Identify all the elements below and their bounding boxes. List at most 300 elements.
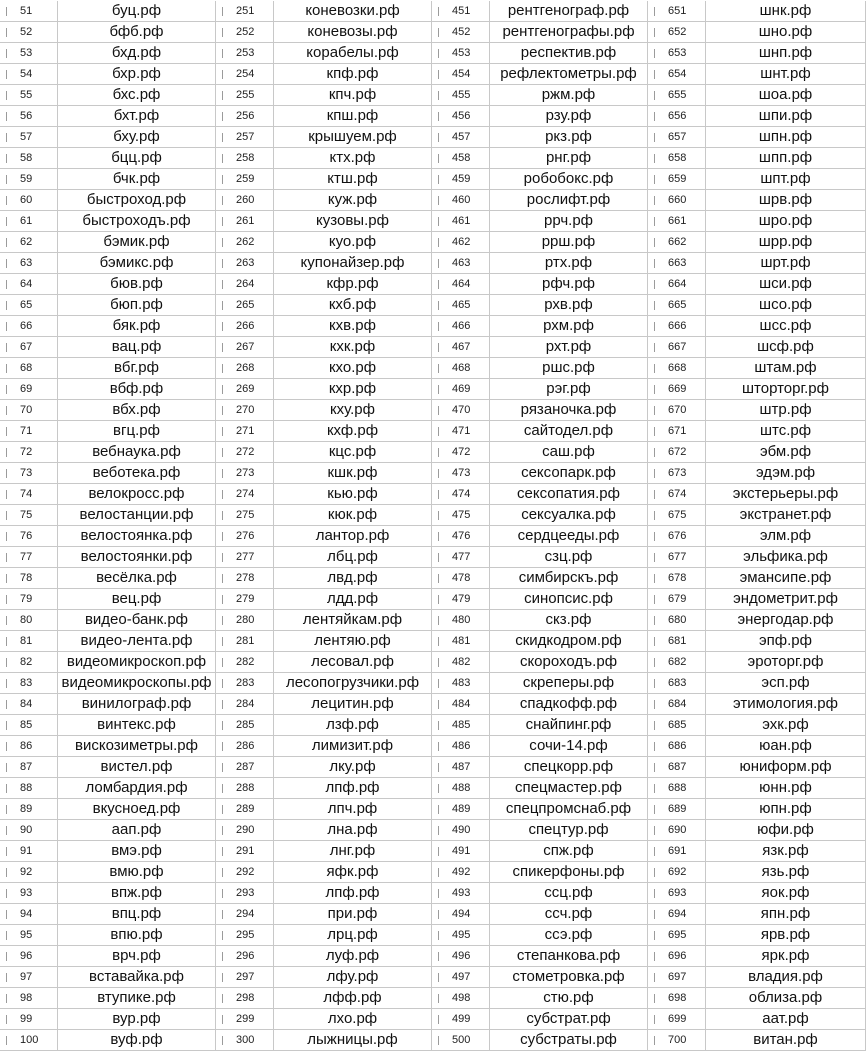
row-number-cell[interactable] xyxy=(648,400,706,420)
row-number-cell[interactable] xyxy=(0,946,58,966)
domain-cell[interactable]: видео-банк.рф xyxy=(84,611,189,628)
row-number-cell[interactable] xyxy=(216,841,274,861)
domain-cell[interactable]: снайпинг.рф xyxy=(525,716,612,733)
domain-cell[interactable]: шнк.рф xyxy=(759,2,812,19)
domain-cell[interactable]: крышуем.рф xyxy=(308,128,397,145)
row-number-cell[interactable] xyxy=(216,736,274,756)
row-number-cell[interactable] xyxy=(432,379,490,399)
domain-cell[interactable]: синопсис.рф xyxy=(524,590,613,607)
domain-cell[interactable]: аап.рф xyxy=(111,821,162,838)
domain-cell[interactable]: лбц.рф xyxy=(327,548,378,565)
row-number-cell[interactable] xyxy=(648,589,706,609)
domain-cell[interactable]: рхт.рф xyxy=(545,338,592,355)
domain-cell[interactable]: субстраты.рф xyxy=(520,1031,617,1048)
domain-cell[interactable]: юфи.рф xyxy=(757,821,814,838)
row-number-cell[interactable] xyxy=(0,883,58,903)
row-number-cell[interactable] xyxy=(0,799,58,819)
domain-cell[interactable]: лентяю.рф xyxy=(314,632,391,649)
domain-cell[interactable]: бяк.рф xyxy=(112,317,161,334)
row-number-cell[interactable] xyxy=(0,190,58,210)
row-number-cell[interactable] xyxy=(432,589,490,609)
row-number-cell[interactable] xyxy=(216,484,274,504)
row-number-cell[interactable] xyxy=(0,1,58,21)
domain-cell[interactable]: кху.рф xyxy=(330,401,375,418)
row-number-cell[interactable] xyxy=(432,967,490,987)
domain-cell[interactable]: сердцееды.рф xyxy=(517,527,620,544)
row-number-cell[interactable] xyxy=(648,568,706,588)
row-number-cell[interactable] xyxy=(0,295,58,315)
domain-cell[interactable]: куж.рф xyxy=(327,191,378,208)
row-number-cell[interactable] xyxy=(648,337,706,357)
domain-cell[interactable]: лдд.рф xyxy=(326,590,379,607)
domain-cell[interactable]: аат.рф xyxy=(762,1010,809,1027)
row-number-cell[interactable] xyxy=(0,22,58,42)
row-number-cell[interactable] xyxy=(0,1030,58,1050)
row-number-cell[interactable] xyxy=(432,862,490,882)
domain-cell[interactable]: симбирскъ.рф xyxy=(518,569,619,586)
domain-cell[interactable]: ррш.рф xyxy=(541,233,596,250)
domain-cell[interactable]: куо.рф xyxy=(328,233,377,250)
domain-cell[interactable]: вебнаука.рф xyxy=(92,443,181,460)
row-number-cell[interactable] xyxy=(432,295,490,315)
domain-cell[interactable]: купонайзер.рф xyxy=(300,254,405,271)
domain-cell[interactable]: шторторг.рф xyxy=(742,380,829,397)
row-number-cell[interactable] xyxy=(216,925,274,945)
domain-cell[interactable]: степанкова.рф xyxy=(516,947,621,964)
row-number-cell[interactable] xyxy=(648,610,706,630)
row-number-cell[interactable] xyxy=(648,22,706,42)
row-number-cell[interactable] xyxy=(432,757,490,777)
domain-cell[interactable]: вистел.рф xyxy=(100,758,173,775)
row-number-cell[interactable] xyxy=(0,106,58,126)
domain-cell[interactable]: бхс.рф xyxy=(112,86,161,103)
row-number-cell[interactable] xyxy=(216,22,274,42)
domain-cell[interactable]: велостоянка.рф xyxy=(80,527,193,544)
domain-cell[interactable]: рефлектометры.рф xyxy=(500,65,637,82)
domain-cell[interactable]: штр.рф xyxy=(759,401,812,418)
domain-cell[interactable]: вискозиметры.рф xyxy=(74,737,198,754)
domain-cell[interactable]: ржм.рф xyxy=(541,86,596,103)
row-number-cell[interactable] xyxy=(0,589,58,609)
row-number-cell[interactable] xyxy=(216,862,274,882)
domain-cell[interactable]: кпш.рф xyxy=(326,107,379,124)
row-number-cell[interactable] xyxy=(432,631,490,651)
row-number-cell[interactable] xyxy=(432,925,490,945)
domain-cell[interactable]: сайтодел.рф xyxy=(523,422,614,439)
row-number-cell[interactable] xyxy=(432,694,490,714)
row-number-cell[interactable] xyxy=(648,1030,706,1050)
row-number-cell[interactable] xyxy=(648,778,706,798)
row-number-cell[interactable] xyxy=(216,547,274,567)
row-number-cell[interactable] xyxy=(216,274,274,294)
row-number-cell[interactable] xyxy=(432,526,490,546)
row-number-cell[interactable] xyxy=(0,505,58,525)
domain-cell[interactable]: япн.рф xyxy=(760,905,811,922)
row-number-cell[interactable] xyxy=(432,253,490,273)
row-number-cell[interactable] xyxy=(432,547,490,567)
domain-cell[interactable]: вгц.рф xyxy=(113,422,160,439)
domain-cell[interactable]: впж.рф xyxy=(111,884,162,901)
domain-cell[interactable]: этимология.рф xyxy=(733,695,838,712)
domain-cell[interactable]: веботека.рф xyxy=(92,464,181,481)
row-number-cell[interactable] xyxy=(0,358,58,378)
domain-cell[interactable]: ломбардия.рф xyxy=(85,779,188,796)
domain-cell[interactable]: шнп.рф xyxy=(758,44,813,61)
row-number-cell[interactable] xyxy=(216,358,274,378)
row-number-cell[interactable] xyxy=(0,85,58,105)
row-number-cell[interactable] xyxy=(216,442,274,462)
domain-cell[interactable]: лесовал.рф xyxy=(311,653,394,670)
row-number-cell[interactable] xyxy=(216,652,274,672)
domain-cell[interactable]: облиза.рф xyxy=(748,989,823,1006)
row-number-cell[interactable] xyxy=(432,883,490,903)
row-number-cell[interactable] xyxy=(648,547,706,567)
row-number-cell[interactable] xyxy=(648,883,706,903)
domain-cell[interactable]: лыжницы.рф xyxy=(307,1031,398,1048)
row-number-cell[interactable] xyxy=(432,484,490,504)
row-number-cell[interactable] xyxy=(0,778,58,798)
row-number-cell[interactable] xyxy=(648,127,706,147)
row-number-cell[interactable] xyxy=(0,925,58,945)
row-number-cell[interactable] xyxy=(216,421,274,441)
domain-cell[interactable]: лна.рф xyxy=(327,821,378,838)
row-number-cell[interactable] xyxy=(648,673,706,693)
domain-cell[interactable]: яок.рф xyxy=(761,884,810,901)
domain-cell[interactable]: лпф.рф xyxy=(325,779,380,796)
row-number-cell[interactable] xyxy=(216,820,274,840)
domain-cell[interactable]: лпф.рф xyxy=(325,884,380,901)
row-number-cell[interactable] xyxy=(216,694,274,714)
domain-cell[interactable]: кхр.рф xyxy=(328,380,377,397)
domain-cell[interactable]: бюп.рф xyxy=(110,296,163,313)
row-number-cell[interactable] xyxy=(648,253,706,273)
domain-cell[interactable]: шрв.рф xyxy=(758,191,813,208)
row-number-cell[interactable] xyxy=(432,64,490,84)
row-number-cell[interactable] xyxy=(216,1030,274,1050)
domain-cell[interactable]: ршс.рф xyxy=(542,359,595,376)
domain-cell[interactable]: эхк.рф xyxy=(762,716,809,733)
row-number-cell[interactable] xyxy=(432,148,490,168)
row-number-cell[interactable] xyxy=(0,169,58,189)
domain-cell[interactable]: велостанции.рф xyxy=(79,506,194,523)
row-number-cell[interactable] xyxy=(216,526,274,546)
row-number-cell[interactable] xyxy=(432,211,490,231)
row-number-cell[interactable] xyxy=(216,946,274,966)
row-number-cell[interactable] xyxy=(216,568,274,588)
domain-cell[interactable]: бхр.рф xyxy=(112,65,161,82)
domain-cell[interactable]: велокросс.рф xyxy=(88,485,185,502)
row-number-cell[interactable] xyxy=(216,316,274,336)
domain-cell[interactable]: вуф.рф xyxy=(110,1031,163,1048)
domain-cell[interactable]: субстрат.рф xyxy=(526,1010,611,1027)
domain-cell[interactable]: штс.рф xyxy=(759,422,812,439)
domain-cell[interactable]: саш.рф xyxy=(542,443,595,460)
row-number-cell[interactable] xyxy=(648,862,706,882)
row-number-cell[interactable] xyxy=(648,904,706,924)
row-number-cell[interactable] xyxy=(432,568,490,588)
domain-cell[interactable]: стометровка.рф xyxy=(512,968,625,985)
row-number-cell[interactable] xyxy=(432,505,490,525)
row-number-cell[interactable] xyxy=(432,652,490,672)
domain-cell[interactable]: видеомикроскоп.рф xyxy=(66,653,207,670)
domain-cell[interactable]: бцц.рф xyxy=(111,149,162,166)
domain-cell[interactable]: рязаночка.рф xyxy=(520,401,617,418)
domain-cell[interactable]: винилограф.рф xyxy=(81,695,192,712)
domain-cell[interactable]: спецпромснаб.рф xyxy=(505,800,632,817)
row-number-cell[interactable] xyxy=(216,757,274,777)
row-number-cell[interactable] xyxy=(648,694,706,714)
domain-cell[interactable]: коневозки.рф xyxy=(305,2,400,19)
domain-cell[interactable]: вур.рф xyxy=(112,1010,161,1027)
domain-cell[interactable]: язк.рф xyxy=(762,842,809,859)
row-number-cell[interactable] xyxy=(216,589,274,609)
domain-cell[interactable]: вбх.рф xyxy=(112,401,161,418)
domain-cell[interactable]: ссц.рф xyxy=(544,884,593,901)
row-number-cell[interactable] xyxy=(216,337,274,357)
domain-cell[interactable]: шси.рф xyxy=(759,275,812,292)
domain-cell[interactable]: лзф.рф xyxy=(326,716,379,733)
domain-cell[interactable]: рхв.рф xyxy=(544,296,593,313)
row-number-cell[interactable] xyxy=(0,274,58,294)
domain-cell[interactable]: сзц.рф xyxy=(544,548,593,565)
row-number-cell[interactable] xyxy=(648,190,706,210)
row-number-cell[interactable] xyxy=(648,715,706,735)
domain-cell[interactable]: впю.рф xyxy=(110,926,163,943)
domain-cell[interactable]: спецтур.рф xyxy=(528,821,609,838)
domain-cell[interactable]: рэг.рф xyxy=(546,380,591,397)
domain-cell[interactable]: рентгенографы.рф xyxy=(502,23,635,40)
row-number-cell[interactable] xyxy=(648,85,706,105)
row-number-cell[interactable] xyxy=(648,421,706,441)
row-number-cell[interactable] xyxy=(216,295,274,315)
domain-cell[interactable]: вкуснoед.рф xyxy=(92,800,181,817)
row-number-cell[interactable] xyxy=(216,64,274,84)
domain-cell[interactable]: ктх.рф xyxy=(329,149,376,166)
domain-cell[interactable]: шно.рф xyxy=(758,23,813,40)
domain-cell[interactable]: ррч.рф xyxy=(543,212,594,229)
domain-cell[interactable]: лентяйкам.рф xyxy=(302,611,403,628)
domain-cell[interactable]: шсо.рф xyxy=(759,296,812,313)
domain-cell[interactable]: вбф.рф xyxy=(109,380,164,397)
row-number-cell[interactable] xyxy=(648,757,706,777)
row-number-cell[interactable] xyxy=(0,442,58,462)
row-number-cell[interactable] xyxy=(648,484,706,504)
domain-cell[interactable]: лхо.рф xyxy=(327,1010,378,1027)
domain-cell[interactable]: витан.рф xyxy=(753,1031,818,1048)
domain-cell[interactable]: при.рф xyxy=(327,905,378,922)
domain-cell[interactable]: ктш.рф xyxy=(327,170,378,187)
domain-cell[interactable]: впц.рф xyxy=(111,905,162,922)
domain-cell[interactable]: экстерьеры.рф xyxy=(732,485,839,502)
domain-cell[interactable]: скз.рф xyxy=(545,611,592,628)
domain-cell[interactable]: лимизит.рф xyxy=(311,737,394,754)
row-number-cell[interactable] xyxy=(648,169,706,189)
row-number-cell[interactable] xyxy=(216,463,274,483)
row-number-cell[interactable] xyxy=(648,148,706,168)
domain-cell[interactable]: рзу.рф xyxy=(545,107,592,124)
domain-cell[interactable]: экстранет.рф xyxy=(739,506,832,523)
row-number-cell[interactable] xyxy=(216,904,274,924)
domain-cell[interactable]: бхт.рф xyxy=(113,107,160,124)
row-number-cell[interactable] xyxy=(432,169,490,189)
row-number-cell[interactable] xyxy=(0,484,58,504)
row-number-cell[interactable] xyxy=(216,400,274,420)
domain-cell[interactable]: шпн.рф xyxy=(758,128,813,145)
domain-cell[interactable]: робобокс.рф xyxy=(523,170,614,187)
domain-cell[interactable]: вмю.рф xyxy=(109,863,164,880)
row-number-cell[interactable] xyxy=(0,43,58,63)
row-number-cell[interactable] xyxy=(0,715,58,735)
row-number-cell[interactable] xyxy=(432,736,490,756)
row-number-cell[interactable] xyxy=(216,106,274,126)
domain-cell[interactable]: спадкофф.рф xyxy=(519,695,618,712)
domain-cell[interactable]: юпн.рф xyxy=(759,800,812,817)
row-number-cell[interactable] xyxy=(0,736,58,756)
domain-cell[interactable]: врч.рф xyxy=(112,947,161,964)
domain-cell[interactable]: кцс.рф xyxy=(328,443,377,460)
domain-cell[interactable]: лфф.рф xyxy=(323,989,382,1006)
row-number-cell[interactable] xyxy=(648,43,706,63)
row-number-cell[interactable] xyxy=(648,988,706,1008)
domain-cell[interactable]: лпч.рф xyxy=(327,800,378,817)
row-number-cell[interactable] xyxy=(0,610,58,630)
row-number-cell[interactable] xyxy=(648,295,706,315)
domain-cell[interactable]: лфу.рф xyxy=(326,968,379,985)
row-number-cell[interactable] xyxy=(0,757,58,777)
row-number-cell[interactable] xyxy=(648,925,706,945)
domain-cell[interactable]: шнт.рф xyxy=(760,65,811,82)
row-number-cell[interactable] xyxy=(216,148,274,168)
row-number-cell[interactable] xyxy=(0,652,58,672)
row-number-cell[interactable] xyxy=(216,127,274,147)
row-number-cell[interactable] xyxy=(432,799,490,819)
domain-cell[interactable]: вмэ.рф xyxy=(111,842,162,859)
domain-cell[interactable]: бчк.рф xyxy=(112,170,161,187)
row-number-cell[interactable] xyxy=(0,379,58,399)
domain-cell[interactable]: бфб.рф xyxy=(109,23,164,40)
domain-cell[interactable]: лесопогрузчики.рф xyxy=(285,674,420,691)
domain-cell[interactable]: кхф.рф xyxy=(326,422,379,439)
row-number-cell[interactable] xyxy=(648,211,706,231)
row-number-cell[interactable] xyxy=(432,715,490,735)
domain-cell[interactable]: бэмикс.рф xyxy=(99,254,174,271)
domain-cell[interactable]: юниформ.рф xyxy=(739,758,832,775)
domain-cell[interactable]: бэмик.рф xyxy=(103,233,170,250)
domain-cell[interactable]: ссч.рф xyxy=(544,905,593,922)
row-number-cell[interactable] xyxy=(0,400,58,420)
row-number-cell[interactable] xyxy=(0,547,58,567)
row-number-cell[interactable] xyxy=(648,232,706,252)
row-number-cell[interactable] xyxy=(216,778,274,798)
row-number-cell[interactable] xyxy=(0,316,58,336)
row-number-cell[interactable] xyxy=(0,127,58,147)
domain-cell[interactable]: кфр.рф xyxy=(326,275,379,292)
domain-cell[interactable]: коневозы.рф xyxy=(307,23,398,40)
domain-cell[interactable]: шоа.рф xyxy=(758,86,813,103)
row-number-cell[interactable] xyxy=(216,379,274,399)
row-number-cell[interactable] xyxy=(0,631,58,651)
domain-cell[interactable]: кузовы.рф xyxy=(316,212,389,229)
row-number-cell[interactable] xyxy=(648,736,706,756)
domain-cell[interactable]: сочи-14.рф xyxy=(529,737,608,754)
domain-cell[interactable]: рфч.рф xyxy=(541,275,596,292)
row-number-cell[interactable] xyxy=(216,211,274,231)
domain-cell[interactable]: корабелы.рф xyxy=(306,44,399,61)
domain-cell[interactable]: винтекс.рф xyxy=(97,716,176,733)
row-number-cell[interactable] xyxy=(216,85,274,105)
row-number-cell[interactable] xyxy=(0,967,58,987)
row-number-cell[interactable] xyxy=(0,673,58,693)
domain-cell[interactable]: эльфика.рф xyxy=(743,548,828,565)
row-number-cell[interactable] xyxy=(432,946,490,966)
domain-cell[interactable]: скороходъ.рф xyxy=(519,653,618,670)
row-number-cell[interactable] xyxy=(216,673,274,693)
domain-cell[interactable]: рослифт.рф xyxy=(526,191,611,208)
domain-cell[interactable]: язь.рф xyxy=(761,863,810,880)
row-number-cell[interactable] xyxy=(216,253,274,273)
domain-cell[interactable]: лрц.рф xyxy=(327,926,378,943)
domain-cell[interactable]: юнн.рф xyxy=(759,779,812,796)
domain-cell[interactable]: быстроход.рф xyxy=(86,191,187,208)
domain-cell[interactable]: штам.рф xyxy=(754,359,817,376)
domain-cell[interactable]: велостоянки.рф xyxy=(80,548,193,565)
domain-cell[interactable]: эмансипе.рф xyxy=(739,569,832,586)
row-number-cell[interactable] xyxy=(648,106,706,126)
domain-cell[interactable]: бхд.рф xyxy=(111,44,162,61)
row-number-cell[interactable] xyxy=(432,43,490,63)
domain-cell[interactable]: энергодар.рф xyxy=(737,611,834,628)
row-number-cell[interactable] xyxy=(0,211,58,231)
domain-cell[interactable]: эсп.рф xyxy=(761,674,810,691)
row-number-cell[interactable] xyxy=(0,64,58,84)
domain-cell[interactable]: вставайка.рф xyxy=(89,968,184,985)
row-number-cell[interactable] xyxy=(432,841,490,861)
row-number-cell[interactable] xyxy=(648,442,706,462)
domain-cell[interactable]: шрт.рф xyxy=(760,254,811,271)
domain-cell[interactable]: кхо.рф xyxy=(328,359,377,376)
domain-cell[interactable]: элм.рф xyxy=(759,527,812,544)
domain-cell[interactable]: шпт.рф xyxy=(760,170,811,187)
domain-cell[interactable]: втупике.рф xyxy=(97,989,176,1006)
domain-cell[interactable]: сексуалка.рф xyxy=(521,506,616,523)
domain-cell[interactable]: стю.рф xyxy=(543,989,594,1006)
domain-cell[interactable]: спикерфоны.рф xyxy=(512,863,625,880)
row-number-cell[interactable] xyxy=(648,652,706,672)
row-number-cell[interactable] xyxy=(432,1030,490,1050)
domain-cell[interactable]: юан.рф xyxy=(759,737,812,754)
domain-cell[interactable]: вбг.рф xyxy=(114,359,159,376)
row-number-cell[interactable] xyxy=(648,946,706,966)
domain-cell[interactable]: кхк.рф xyxy=(329,338,376,355)
domain-cell[interactable]: вец.рф xyxy=(111,590,162,607)
domain-cell[interactable]: бху.рф xyxy=(113,128,160,145)
row-number-cell[interactable] xyxy=(432,358,490,378)
domain-cell[interactable]: весёлка.рф xyxy=(96,569,177,586)
domain-cell[interactable]: видео-лента.рф xyxy=(80,632,193,649)
row-number-cell[interactable] xyxy=(216,232,274,252)
row-number-cell[interactable] xyxy=(216,715,274,735)
row-number-cell[interactable] xyxy=(432,85,490,105)
row-number-cell[interactable] xyxy=(0,568,58,588)
row-number-cell[interactable] xyxy=(648,841,706,861)
row-number-cell[interactable] xyxy=(648,820,706,840)
domain-cell[interactable]: лку.рф xyxy=(329,758,376,775)
row-number-cell[interactable] xyxy=(648,64,706,84)
domain-cell[interactable]: шпп.рф xyxy=(758,149,813,166)
row-number-cell[interactable] xyxy=(0,694,58,714)
row-number-cell[interactable] xyxy=(0,841,58,861)
domain-cell[interactable]: лнг.рф xyxy=(329,842,376,859)
